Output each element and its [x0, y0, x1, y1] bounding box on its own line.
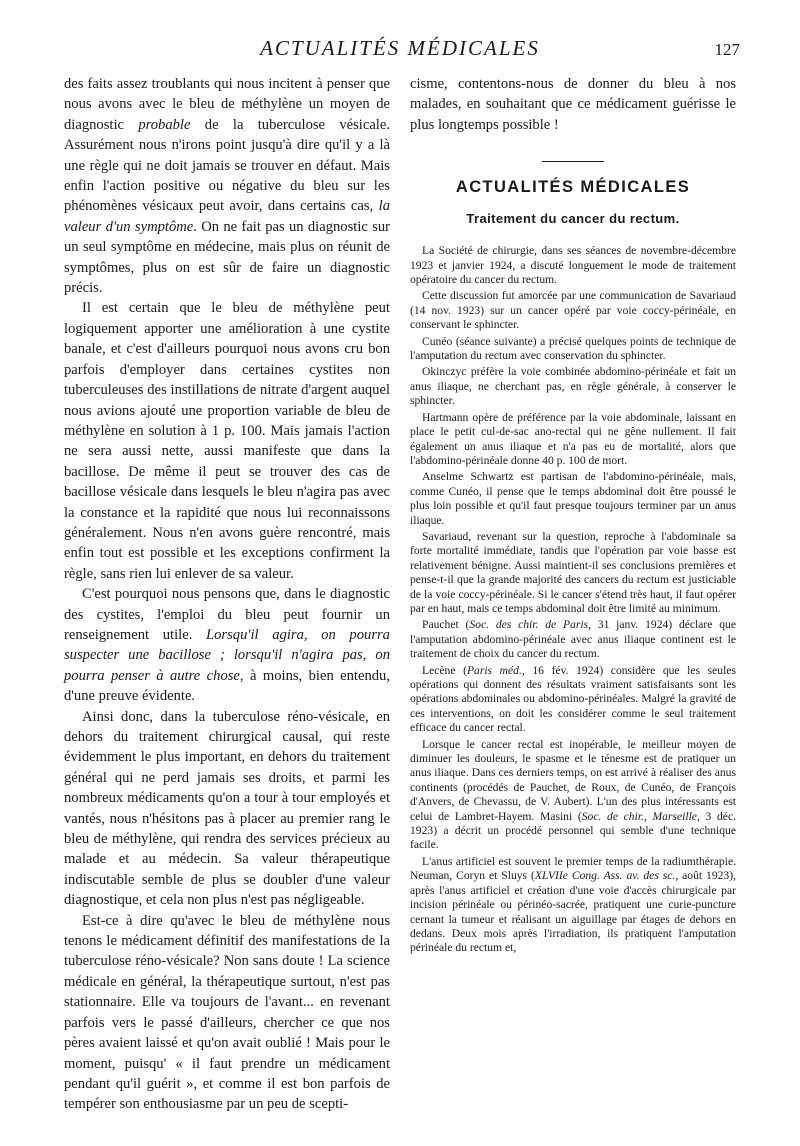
paragraph: Pauchet (Soc. des chir. de Paris, 31 janv. 1924) déclare que l'amputation abdomino-périnéale avec anus iliaque continent est le traitement de choix du cancer du rectum. [410, 618, 736, 661]
page-number: 127 [714, 40, 740, 59]
left-column [64, 74, 390, 1115]
paragraph: Savariaud, revenant sur la question, reproche à l'abdominale sa forte mortalité immédiate, tandis que l'opération par voie basse est relativement bénigne. Aussi maintient-il ses conclusions premières et pense-t-il que la grande majorité des cancers du rectum est justiciable de la voie coccy-périnéale. Si le cancer s'étend très haut, il faut opérer par en haut, mais ce temps abdominal doit être limité au minimum. [410, 529, 736, 615]
paragraph: Cette discussion fut amorcée par une communication de Savariaud (14 nov. 1923) sur un cancer opéré par voie coccy-périnéale, en conservant le sphincter. [410, 289, 736, 332]
paragraph: La Société de chirurgie, dans ses séances de novembre-décembre 1923 et janvier 1924, a discuté longuement le mode de traitement opératoire du cancer du rectum. [410, 244, 736, 287]
article-title: Traitement du cancer du rectum. [466, 211, 680, 227]
page-header [60, 36, 740, 66]
paragraph: des faits assez troublants qui nous incitent à penser que nous avons avec le bleu de méthylène un moyen de diagnostic probable de la tuberculose vésicale. Assurément nous n'irons point jusqu'à dire qu'il y a là une règle qui ne doit jamais se trouver en défaut. Mais enfin l'action positive ou négative du bleu sur les phénomènes vésicaux peut avoir, dans certains cas, la valeur d'un symptôme. On ne fait pas un diagnostic sur un seul symptôme en médecine, mais plus on réunit de symptômes, plus on est sûr de faire un diagnostic précis. [64, 76, 391, 297]
paragraph: Est-ce à dire qu'avec le bleu de méthylène nous tenons le médicament définitif des manifestations de la tuberculose réno-vésicale? Non sans doute ! La science médicale en général, la thérapeutique surtout, n'est pas stationnaire. Elle va toujours de l'avant... en revenant parfois vers le passé d'ailleurs, chercher ce que nos pères avaient laissé et qu'on avait oublié ! Mais pour le moment, puisqu' « il faut prendre un médicament pendant qu'il guérit », et comme il est bon parfois de tempérer son enthousiasme par un peu de scepti- [64, 912, 390, 1113]
paragraph: Cunéo (séance suivante) a précisé quelques points de technique de l'amputation du rectum avec conservation du sphincter. [410, 334, 736, 363]
right-column [410, 74, 736, 958]
paragraph: Hartmann opère de préférence par la voie abdominale, laissant en place le petit cul-de-sac ano-rectal qui ne gêne nullement. Il fait également un anus iliaque et n'a pas eu de mortalité, alors que l'abdomino-périnéale donne 40 p. 100 de mort. [410, 410, 736, 467]
paragraph: Lecène (Paris méd., 16 fév. 1924) considère que les seules opérations qui donnent des résultats vraiment satisfaisants sont les opérations abdominales ou abdomino-périnéales. Malgré la gravité de ces interventions, on doit les considérer comme le seul traitement efficace du cancer rectal. [410, 663, 736, 735]
paragraph: Ainsi donc, dans la tuberculose réno-vésicale, en dehors du traitement chirurgical causal, qui reste évidemment le plus important, en dehors du traitement général qui ne perd jamais ses droits, et parmi les nombreux médicaments qu'on a tour à tour employés et vantés, nous n'hésitons pas à placer au premier rang le bleu de méthylène, qui rendra des services précieux au malade et au médecin. Sa valeur thérapeutique indiscutable semble de plus se doubler d'une valeur diagnostique, et cela non plus n'est pas négligeable. [64, 708, 390, 909]
paragraph: Okinczyc préfère la voie combinée abdomino-périnéale et fait un anus iliaque, ne cherchant pas, en règle générale, à conserver le sphincter. [410, 365, 736, 408]
section-title: ACTUALITÉS MÉDICALES [455, 178, 691, 197]
paragraph: Il est certain que le bleu de méthylène peut logiquement apporter une amélioration à une cystite banale, et c'est d'ailleurs pourquoi nous avons cru bon parfois d'employer dans certaines cystites non tuberculeuses des instillations de nitrate d'argent auquel nous avions ajouté une proportion variable de bleu de méthylène en solution à 1 p. 100. Mais jamais l'action ne sera aussi nette, aussi manifeste que dans la bacillose. De même il peut se trouver des cas de bacillose vésicale dans lesquels le bleu n'agira pas avec la constance et la rapidité que nous lui reconnaissons généralement. Nous n'en avons guère rencontré, mais enfin tout est possible et les exceptions confirment la règle, sans rien lui enlever de sa valeur. [64, 300, 390, 582]
paragraph: L'anus artificiel est souvent le premier temps de la radiumthérapie. Neuman, Coryn et Sluys (XLVIIe Cong. Ass. av. des sc., août 1923), après l'anus artificiel et création d'une voie d'accès chirurgicale par incision périnéale ou périnéo-sacrée, pratiquent une curie-puncture cernant la tumeur et réalisant un aiguillage par étages de dehors en dedans. Deux mois après l'irradiation, ils pratiquent l'amputation périnéale du rectum et, [410, 854, 736, 955]
continuation-paragraph: cisme, contentons-nous de donner du bleu à nos malades, en souhaitant que ce médicament guérisse le plus longtemps possible ! [410, 76, 736, 133]
paragraph: Lorsque le cancer rectal est inopérable, le meilleur moyen de diminuer les douleurs, le spasme et le ténesme est de pratiquer un anus iliaque. Dans ces derniers temps, on est arrivé à réaliser des anus continents (procédés de Pauchet, de Roux, de Cunéo, de François d'Anvers, de Chevassu, de V. Aubert). L'un des plus intéressants est celui de Lambret-Hayem. Masini (Soc. de chir., Marseille, 3 déc. 1923) a décrit un procédé personnel qui semble d'une technique facile. [410, 737, 736, 852]
running-title: ACTUALITÉS MÉDICALES [260, 36, 540, 60]
paragraph: C'est pourquoi nous pensons que, dans le diagnostic des cystites, l'emploi du bleu peut fournir un renseignement utile. Lorsqu'il agira, on pourra suspecter une bacillose ; lorsqu'il n'agira pas, on pourra penser à autre chose, à moins, bien entendu, d'une preuve évidente. [64, 586, 391, 705]
paragraph: Anselme Schwartz est partisan de l'abdomino-périnéale, mais, comme Cunéo, il pense que le temps abdominal doit être poussé le plus loin possible et qu'il faut presque toujours terminer par un anus iliaque. [410, 470, 736, 527]
section-divider [542, 161, 604, 162]
